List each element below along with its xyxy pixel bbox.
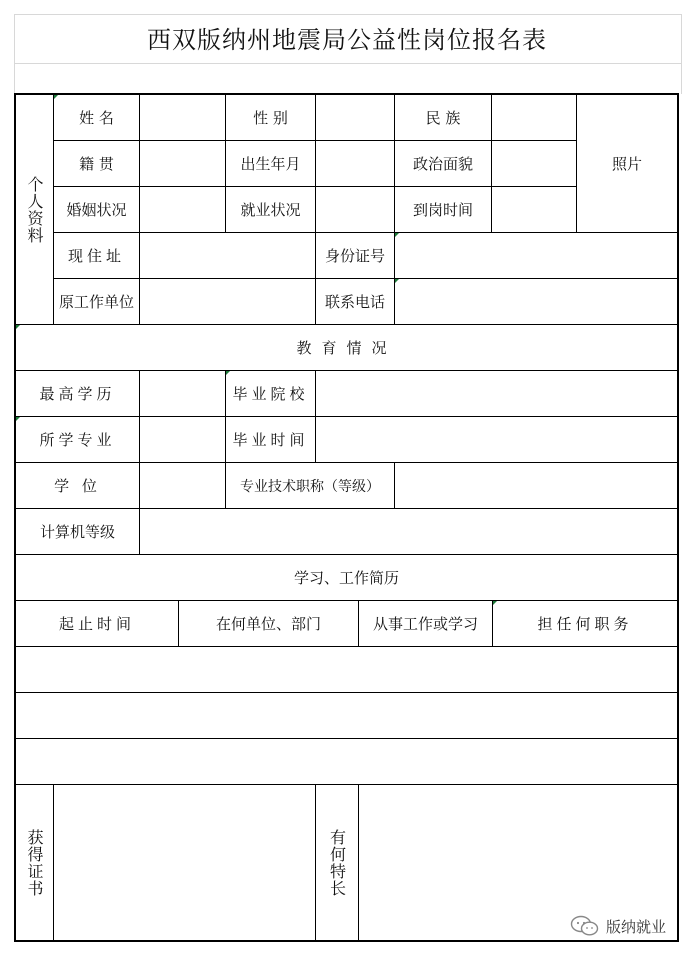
wechat-icon — [570, 915, 600, 937]
input-phone[interactable] — [395, 279, 677, 325]
input-graduation-time[interactable] — [316, 417, 677, 463]
label-graduated-school: 毕业院校 — [226, 371, 316, 417]
input-ethnicity[interactable] — [492, 95, 577, 141]
input-birth-date[interactable] — [316, 141, 395, 187]
input-native-place[interactable] — [140, 141, 226, 187]
label-specialties: 有何特长 — [316, 785, 359, 940]
input-id-number[interactable] — [395, 233, 677, 279]
input-major[interactable] — [140, 417, 226, 463]
header-unit-department: 在何单位、部门 — [179, 601, 359, 647]
input-employment-status[interactable] — [316, 187, 395, 233]
header-work-or-study: 从事工作或学习 — [359, 601, 493, 647]
label-previous-employer: 原工作单位 — [54, 279, 140, 325]
section-label-personal: 个人资料 — [16, 95, 54, 325]
input-arrival-time[interactable] — [492, 187, 577, 233]
registration-form-table — [14, 93, 679, 942]
label-gender: 性 别 — [226, 95, 316, 141]
input-professional-title[interactable] — [395, 463, 677, 509]
input-political-status[interactable] — [492, 141, 577, 187]
input-address[interactable] — [140, 233, 316, 279]
label-ethnicity: 民 族 — [395, 95, 492, 141]
watermark — [570, 915, 666, 937]
label-birth-date: 出生年月 — [226, 141, 316, 187]
label-marital-status: 婚姻状况 — [54, 187, 140, 233]
label-professional-title: 专业技术职称（等级） — [226, 463, 395, 509]
input-degree[interactable] — [140, 463, 226, 509]
label-computer-level: 计算机等级 — [16, 509, 140, 555]
label-highest-education: 最高学历 — [16, 371, 140, 417]
label-address: 现住址 — [54, 233, 140, 279]
label-id-number: 身份证号 — [316, 233, 395, 279]
label-name: 姓 名 — [54, 95, 140, 141]
label-native-place: 籍 贯 — [54, 141, 140, 187]
section-header-history: 学习、工作简历 — [16, 555, 677, 601]
photo-box[interactable]: 照片 — [577, 95, 677, 233]
history-row-1[interactable] — [16, 647, 677, 693]
label-certificates: 获得证书 — [16, 785, 54, 940]
input-highest-education[interactable] — [140, 371, 226, 417]
label-employment-status: 就业状况 — [226, 187, 316, 233]
history-row-2[interactable] — [16, 693, 677, 739]
section-header-education: 教育情况 — [16, 325, 677, 371]
input-gender[interactable] — [316, 95, 395, 141]
input-graduated-school[interactable] — [316, 371, 677, 417]
header-position-held: 担任何职务 — [493, 601, 677, 647]
label-major: 所学专业 — [16, 417, 140, 463]
label-phone: 联系电话 — [316, 279, 395, 325]
input-name[interactable] — [140, 95, 226, 141]
watermark-text: 版纳就业 — [606, 917, 667, 936]
input-marital-status[interactable] — [140, 187, 226, 233]
history-row-3[interactable] — [16, 739, 677, 785]
label-graduation-time: 毕业时间 — [226, 417, 316, 463]
input-previous-employer[interactable] — [140, 279, 316, 325]
label-political-status: 政治面貌 — [395, 141, 492, 187]
header-period: 起止时间 — [16, 601, 179, 647]
label-arrival-time: 到岗时间 — [395, 187, 492, 233]
input-certificates[interactable] — [54, 785, 316, 940]
form-title: 西双版纳州地震局公益性岗位报名表 — [147, 26, 547, 54]
label-degree: 学 位 — [16, 463, 140, 509]
input-computer-level[interactable] — [140, 509, 677, 555]
